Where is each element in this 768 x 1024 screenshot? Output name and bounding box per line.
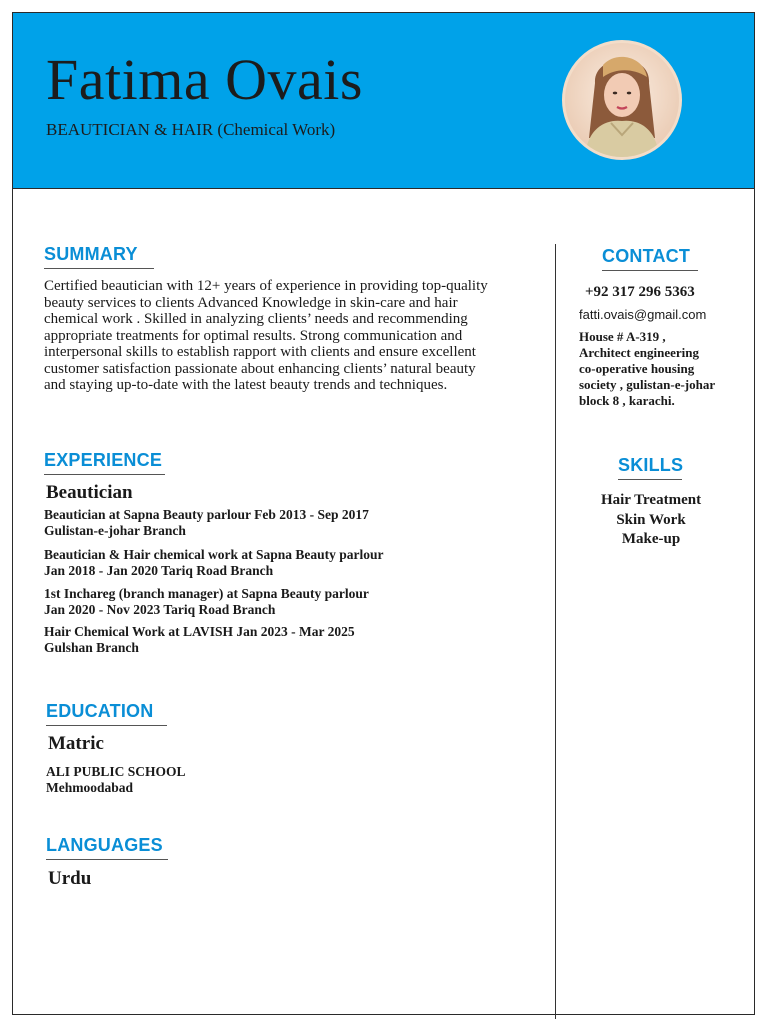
experience-entry-line: Jan 2018 - Jan 2020 Tariq Road Branch bbox=[44, 563, 274, 578]
experience-entry-line: 1st Inchareg (branch manager) at Sapna Beauty parlour bbox=[44, 586, 369, 601]
experience-entry-line: Beautician at Sapna Beauty parlour Feb 2013 - Sep 2017 bbox=[44, 507, 369, 522]
education-school: ALI PUBLIC SCHOOL bbox=[46, 764, 186, 779]
education-location: Mehmoodabad bbox=[46, 780, 134, 795]
summary-line: chemical work . Skilled in analyzing clients’ needs and recommending bbox=[44, 311, 468, 327]
summary-line: Certified beautician with 12+ years of experience in providing top-quality bbox=[44, 278, 488, 294]
resume-page bbox=[12, 12, 755, 1015]
experience-heading: EXPERIENCE bbox=[44, 450, 165, 475]
skill-item: Skin Work bbox=[616, 511, 686, 528]
summary-line: and staying up-to-date with the latest beauty trends and techniques. bbox=[44, 377, 448, 393]
experience-role: Beautician bbox=[46, 482, 133, 503]
summary-line: beauty services to clients Advanced Knowledge in skin-care and hair bbox=[44, 294, 458, 311]
address-line: House # A-319 , bbox=[579, 329, 666, 344]
candidate-name: Fatima Ovais bbox=[46, 47, 363, 112]
summary-line: appropriate treatments for optimal results. Strong communication and bbox=[44, 327, 463, 344]
experience-entry-line: Gulshan Branch bbox=[44, 640, 139, 655]
address-line: society , gulistan-e-johar bbox=[579, 377, 716, 392]
skills-heading: SKILLS bbox=[618, 455, 682, 480]
experience-entry-line: Jan 2020 - Nov 2023 Tariq Road Branch bbox=[44, 602, 276, 617]
candidate-title: BEAUTICIAN & HAIR (Chemical Work) bbox=[46, 120, 336, 139]
column-divider bbox=[555, 244, 556, 1019]
summary-line: customer satisfaction passionate about enhancing clients’ natural beauty bbox=[44, 360, 476, 377]
languages-heading: LANGUAGES bbox=[46, 835, 168, 860]
contact-heading: CONTACT bbox=[602, 246, 698, 271]
contact-address bbox=[579, 329, 749, 409]
profile-photo bbox=[562, 40, 682, 160]
summary-line: interpersonal skills to establish rapport with clients and ensure excellent bbox=[44, 344, 476, 360]
education-heading: EDUCATION bbox=[46, 701, 167, 726]
summary-text bbox=[44, 278, 550, 394]
contact-email[interactable]: fatti.ovais@gmail.com bbox=[579, 307, 707, 322]
address-line: block 8 , karachi. bbox=[579, 393, 675, 408]
experience-entry-line: Beautician & Hair chemical work at Sapna Beauty parlour bbox=[44, 547, 384, 562]
address-line: co-operative housing bbox=[579, 361, 695, 376]
skill-item: Hair Treatment bbox=[600, 492, 702, 508]
skill-item: Make-up bbox=[621, 531, 681, 547]
portrait-image bbox=[565, 43, 679, 157]
resume-header bbox=[13, 13, 754, 189]
address-line: Architect engineering bbox=[579, 345, 699, 360]
language-item: Urdu bbox=[48, 868, 92, 889]
education-degree: Matric bbox=[48, 733, 104, 754]
skills-list bbox=[571, 491, 731, 550]
summary-heading: SUMMARY bbox=[44, 244, 154, 269]
contact-phone: +92 317 296 5363 bbox=[585, 284, 695, 300]
experience-entry-line: Hair Chemical Work at LAVISH Jan 2023 - Mar 2025 bbox=[44, 624, 355, 639]
experience-entry-line: Gulistan-e-johar Branch bbox=[44, 523, 186, 538]
